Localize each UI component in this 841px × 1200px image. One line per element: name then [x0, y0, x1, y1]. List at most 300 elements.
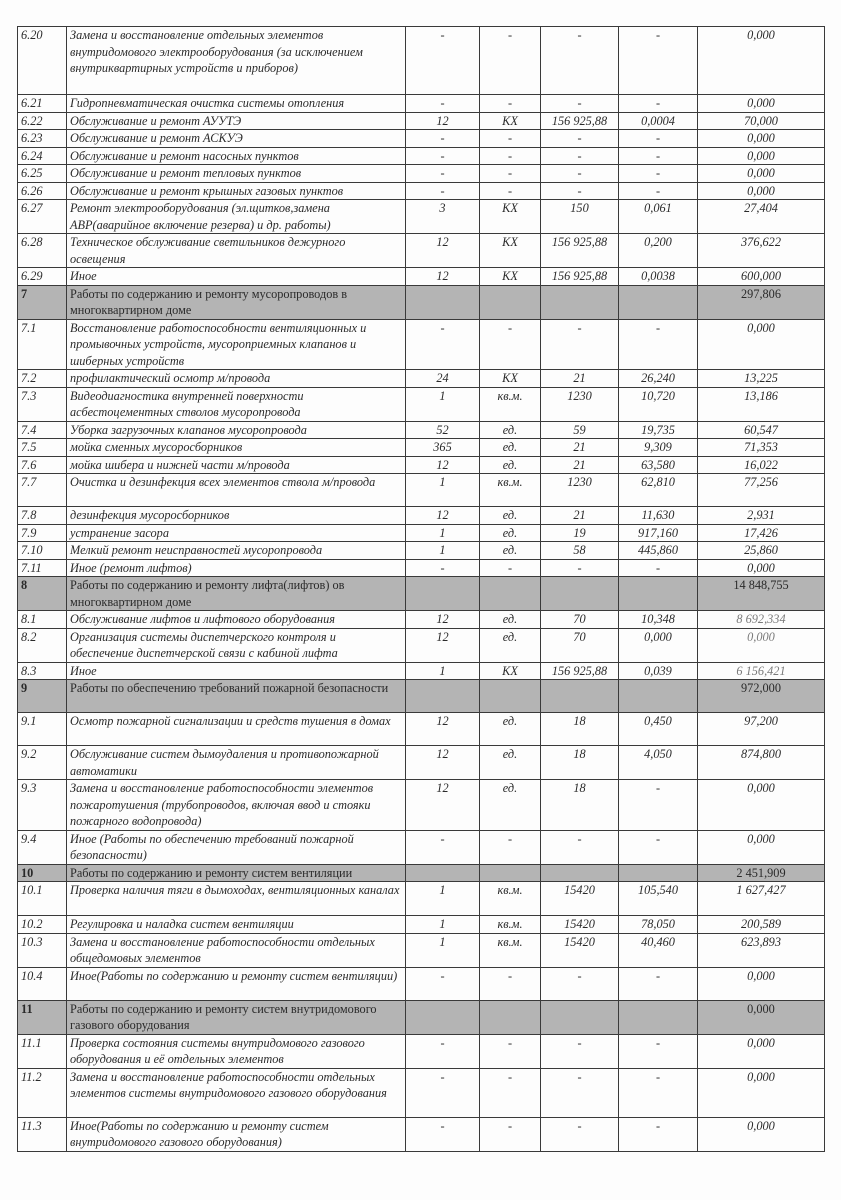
work-name: Иное(Работы по содержанию и ремонту систем вентиляции): [67, 967, 406, 1000]
table-row: [18, 662, 825, 680]
rate-cell: -: [619, 1117, 698, 1151]
work-name: Иное(Работы по содержанию и ремонту систем внутридомового газового оборудования): [67, 1117, 406, 1151]
unit-cell: [480, 680, 541, 713]
unit-cell: -: [480, 27, 541, 95]
periodicity-cell: 1: [406, 882, 480, 916]
table-row: [18, 746, 825, 780]
table-row: [18, 1117, 825, 1151]
total-cell: 200,589: [698, 916, 825, 934]
row-number: 7.5: [18, 439, 67, 457]
quantity-cell: -: [541, 27, 619, 95]
total-cell: 623,893: [698, 933, 825, 967]
works-table: [17, 26, 825, 1152]
row-number: 9.1: [18, 713, 67, 746]
work-name: Работы по содержанию и ремонту систем внутридомового газового оборудования: [67, 1000, 406, 1034]
section-row: [18, 1000, 825, 1034]
table-row: [18, 147, 825, 165]
rate-cell: -: [619, 1034, 698, 1068]
work-name: Работы по содержанию и ремонту мусоропроводов в многоквартирном доме: [67, 285, 406, 319]
quantity-cell: [541, 285, 619, 319]
rate-cell: [619, 680, 698, 713]
unit-cell: ед.: [480, 780, 541, 831]
quantity-cell: 58: [541, 542, 619, 560]
rate-cell: 0,0004: [619, 112, 698, 130]
row-number: 6.22: [18, 112, 67, 130]
row-number: 10.1: [18, 882, 67, 916]
quantity-cell: [541, 680, 619, 713]
work-name: Мелкий ремонт неисправностей мусоропровода: [67, 542, 406, 560]
work-name: Работы по содержанию и ремонту лифта(лифтов) ов многоквартирном доме: [67, 577, 406, 611]
row-number: 6.20: [18, 27, 67, 95]
periodicity-cell: [406, 577, 480, 611]
row-number: 6.27: [18, 200, 67, 234]
rate-cell: -: [619, 165, 698, 183]
unit-cell: -: [480, 830, 541, 864]
row-number: 7.3: [18, 387, 67, 421]
rate-cell: 63,580: [619, 456, 698, 474]
row-number: 9: [18, 680, 67, 713]
rate-cell: [619, 577, 698, 611]
row-number: 8.1: [18, 611, 67, 629]
total-cell: 0,000: [698, 165, 825, 183]
row-number: 6.29: [18, 268, 67, 286]
periodicity-cell: 1: [406, 542, 480, 560]
periodicity-cell: 1: [406, 474, 480, 507]
unit-cell: кв.м.: [480, 933, 541, 967]
row-number: 9.2: [18, 746, 67, 780]
unit-cell: ед.: [480, 746, 541, 780]
unit-cell: ед.: [480, 456, 541, 474]
row-number: 6.21: [18, 95, 67, 113]
total-cell: 0,000: [698, 1117, 825, 1151]
table-row: [18, 319, 825, 370]
unit-cell: КХ: [480, 112, 541, 130]
total-cell: 0,000: [698, 967, 825, 1000]
work-name: Замена и восстановление отдельных элементов внутридомового электрооборудования (за исключением внутриквартирных устройств и приборов): [67, 27, 406, 95]
unit-cell: ед.: [480, 439, 541, 457]
periodicity-cell: 3: [406, 200, 480, 234]
work-name: Обслуживание лифтов и лифтового оборудования: [67, 611, 406, 629]
row-number: 7: [18, 285, 67, 319]
quantity-cell: -: [541, 559, 619, 577]
periodicity-cell: 12: [406, 713, 480, 746]
rate-cell: 11,630: [619, 507, 698, 525]
rate-cell: -: [619, 830, 698, 864]
work-name: Регулировка и наладка систем вентиляции: [67, 916, 406, 934]
quantity-cell: -: [541, 319, 619, 370]
periodicity-cell: -: [406, 559, 480, 577]
unit-cell: -: [480, 1034, 541, 1068]
total-cell: 16,022: [698, 456, 825, 474]
rate-cell: 0,0038: [619, 268, 698, 286]
periodicity-cell: -: [406, 1117, 480, 1151]
total-cell: 6 156,421: [698, 662, 825, 680]
quantity-cell: -: [541, 130, 619, 148]
row-number: 11: [18, 1000, 67, 1034]
periodicity-cell: 12: [406, 268, 480, 286]
periodicity-cell: [406, 864, 480, 882]
row-number: 7.9: [18, 524, 67, 542]
work-name: Иное: [67, 662, 406, 680]
table-row: [18, 1068, 825, 1117]
table-row: [18, 611, 825, 629]
total-cell: 0,000: [698, 319, 825, 370]
rate-cell: 0,200: [619, 234, 698, 268]
periodicity-cell: -: [406, 967, 480, 1000]
quantity-cell: 156 925,88: [541, 234, 619, 268]
table-row: [18, 421, 825, 439]
total-cell: 376,622: [698, 234, 825, 268]
table-row: [18, 268, 825, 286]
quantity-cell: 1230: [541, 474, 619, 507]
row-number: 10.2: [18, 916, 67, 934]
periodicity-cell: -: [406, 1068, 480, 1117]
unit-cell: КХ: [480, 268, 541, 286]
total-cell: 17,426: [698, 524, 825, 542]
table-row: [18, 628, 825, 662]
unit-cell: ед.: [480, 611, 541, 629]
work-name: Обслуживание и ремонт АСКУЭ: [67, 130, 406, 148]
total-cell: 0,000: [698, 147, 825, 165]
total-cell: 0,000: [698, 780, 825, 831]
section-row: [18, 577, 825, 611]
rate-cell: 0,039: [619, 662, 698, 680]
total-cell: 27,404: [698, 200, 825, 234]
rate-cell: -: [619, 780, 698, 831]
rate-cell: -: [619, 130, 698, 148]
work-name: Обслуживание и ремонт крышных газовых пунктов: [67, 182, 406, 200]
quantity-cell: 21: [541, 439, 619, 457]
total-cell: 8 692,334: [698, 611, 825, 629]
rate-cell: 10,720: [619, 387, 698, 421]
quantity-cell: 15420: [541, 933, 619, 967]
unit-cell: -: [480, 559, 541, 577]
total-cell: 0,000: [698, 1000, 825, 1034]
rate-cell: 0,061: [619, 200, 698, 234]
quantity-cell: 156 925,88: [541, 662, 619, 680]
section-row: [18, 285, 825, 319]
work-name: Иное (ремонт лифтов): [67, 559, 406, 577]
unit-cell: ед.: [480, 507, 541, 525]
work-name: устранение засора: [67, 524, 406, 542]
rate-cell: 9,309: [619, 439, 698, 457]
rate-cell: 26,240: [619, 370, 698, 388]
table-row: [18, 559, 825, 577]
quantity-cell: 21: [541, 370, 619, 388]
periodicity-cell: [406, 680, 480, 713]
quantity-cell: 70: [541, 628, 619, 662]
total-cell: 14 848,755: [698, 577, 825, 611]
quantity-cell: 18: [541, 746, 619, 780]
total-cell: 0,000: [698, 130, 825, 148]
quantity-cell: 21: [541, 507, 619, 525]
work-name: Обслуживание систем дымоудаления и противопожарной автоматики: [67, 746, 406, 780]
unit-cell: кв.м.: [480, 882, 541, 916]
periodicity-cell: 1: [406, 916, 480, 934]
periodicity-cell: 1: [406, 662, 480, 680]
unit-cell: -: [480, 95, 541, 113]
work-name: Гидропневматическая очистка системы отопления: [67, 95, 406, 113]
table-row: [18, 933, 825, 967]
rate-cell: -: [619, 559, 698, 577]
work-name: Иное (Работы по обеспечению требований пожарной безопасности): [67, 830, 406, 864]
total-cell: 600,000: [698, 268, 825, 286]
row-number: 8.2: [18, 628, 67, 662]
rate-cell: 4,050: [619, 746, 698, 780]
quantity-cell: -: [541, 967, 619, 1000]
unit-cell: кв.м.: [480, 387, 541, 421]
table-row: [18, 1034, 825, 1068]
quantity-cell: 15420: [541, 916, 619, 934]
total-cell: 25,860: [698, 542, 825, 560]
table-row: [18, 524, 825, 542]
quantity-cell: 18: [541, 780, 619, 831]
row-number: 7.11: [18, 559, 67, 577]
quantity-cell: 19: [541, 524, 619, 542]
rate-cell: 19,735: [619, 421, 698, 439]
total-cell: 874,800: [698, 746, 825, 780]
total-cell: 97,200: [698, 713, 825, 746]
work-name: Проверка состояния системы внутридомового газового оборудования и её отдельных элементов: [67, 1034, 406, 1068]
unit-cell: КХ: [480, 234, 541, 268]
unit-cell: ед.: [480, 421, 541, 439]
row-number: 11.3: [18, 1117, 67, 1151]
row-number: 9.3: [18, 780, 67, 831]
table-row: [18, 27, 825, 95]
unit-cell: -: [480, 1117, 541, 1151]
quantity-cell: -: [541, 182, 619, 200]
row-number: 8: [18, 577, 67, 611]
rate-cell: 10,348: [619, 611, 698, 629]
quantity-cell: -: [541, 95, 619, 113]
quantity-cell: [541, 1000, 619, 1034]
unit-cell: ед.: [480, 713, 541, 746]
row-number: 11.1: [18, 1034, 67, 1068]
total-cell: 0,000: [698, 1034, 825, 1068]
unit-cell: -: [480, 182, 541, 200]
quantity-cell: 15420: [541, 882, 619, 916]
total-cell: 0,000: [698, 559, 825, 577]
quantity-cell: [541, 864, 619, 882]
works-table-body: [18, 27, 825, 1152]
quantity-cell: 150: [541, 200, 619, 234]
work-name: профилактический осмотр м/провода: [67, 370, 406, 388]
rate-cell: -: [619, 182, 698, 200]
table-row: [18, 200, 825, 234]
rate-cell: -: [619, 319, 698, 370]
table-row: [18, 130, 825, 148]
periodicity-cell: [406, 285, 480, 319]
periodicity-cell: -: [406, 27, 480, 95]
periodicity-cell: 12: [406, 112, 480, 130]
quantity-cell: -: [541, 1068, 619, 1117]
unit-cell: кв.м.: [480, 916, 541, 934]
work-name: Видеодиагностика внутренней поверхности асбестоцементных стволов мусоропровода: [67, 387, 406, 421]
quantity-cell: 21: [541, 456, 619, 474]
section-row: [18, 864, 825, 882]
periodicity-cell: 1: [406, 387, 480, 421]
quantity-cell: 70: [541, 611, 619, 629]
quantity-cell: 156 925,88: [541, 268, 619, 286]
work-name: Обслуживание и ремонт насосных пунктов: [67, 147, 406, 165]
work-name: мойка шибера и нижней части м/провода: [67, 456, 406, 474]
total-cell: 13,186: [698, 387, 825, 421]
unit-cell: -: [480, 147, 541, 165]
quantity-cell: [541, 577, 619, 611]
rate-cell: 445,860: [619, 542, 698, 560]
work-name: Техническое обслуживание светильников дежурного освещения: [67, 234, 406, 268]
work-name: Замена и восстановление работоспособности отдельных общедомовых элементов: [67, 933, 406, 967]
unit-cell: [480, 285, 541, 319]
work-name: Замена и восстановление работоспособности элементов пожаротушения (трубопроводов, включая ввод и стояки пожарного водопровода): [67, 780, 406, 831]
total-cell: 972,000: [698, 680, 825, 713]
work-name: мойка сменных мусоросборников: [67, 439, 406, 457]
table-row: [18, 967, 825, 1000]
unit-cell: -: [480, 967, 541, 1000]
periodicity-cell: -: [406, 830, 480, 864]
quantity-cell: 156 925,88: [541, 112, 619, 130]
quantity-cell: -: [541, 830, 619, 864]
rate-cell: [619, 864, 698, 882]
total-cell: 70,000: [698, 112, 825, 130]
periodicity-cell: -: [406, 182, 480, 200]
row-number: 10.4: [18, 967, 67, 1000]
work-name: Ремонт электрооборудования (эл.щитков,замена АВР(аварийное включение резерва) и др. работы): [67, 200, 406, 234]
unit-cell: ед.: [480, 524, 541, 542]
work-name: Замена и восстановление работоспособности отдельных элементов системы внутридомового газового оборудования: [67, 1068, 406, 1117]
unit-cell: КХ: [480, 370, 541, 388]
rate-cell: [619, 1000, 698, 1034]
row-number: 7.6: [18, 456, 67, 474]
work-name: Уборка загрузочных клапанов мусоропровода: [67, 421, 406, 439]
total-cell: 77,256: [698, 474, 825, 507]
table-row: [18, 830, 825, 864]
table-row: [18, 713, 825, 746]
unit-cell: КХ: [480, 662, 541, 680]
total-cell: 0,000: [698, 628, 825, 662]
periodicity-cell: 365: [406, 439, 480, 457]
work-name: дезинфекция мусоросборников: [67, 507, 406, 525]
work-name: Работы по обеспечению требований пожарной безопасности: [67, 680, 406, 713]
periodicity-cell: -: [406, 95, 480, 113]
unit-cell: -: [480, 165, 541, 183]
total-cell: 0,000: [698, 182, 825, 200]
row-number: 6.24: [18, 147, 67, 165]
row-number: 7.4: [18, 421, 67, 439]
periodicity-cell: 1: [406, 933, 480, 967]
rate-cell: 0,450: [619, 713, 698, 746]
periodicity-cell: 1: [406, 524, 480, 542]
rate-cell: 0,000: [619, 628, 698, 662]
table-row: [18, 474, 825, 507]
total-cell: 2 451,909: [698, 864, 825, 882]
rate-cell: -: [619, 1068, 698, 1117]
work-name: Проверка наличия тяги в дымоходах, вентиляционных каналах: [67, 882, 406, 916]
table-row: [18, 916, 825, 934]
unit-cell: ед.: [480, 628, 541, 662]
rate-cell: -: [619, 27, 698, 95]
total-cell: 13,225: [698, 370, 825, 388]
table-row: [18, 95, 825, 113]
table-row: [18, 112, 825, 130]
total-cell: 71,353: [698, 439, 825, 457]
table-row: [18, 507, 825, 525]
unit-cell: -: [480, 1068, 541, 1117]
periodicity-cell: 12: [406, 780, 480, 831]
work-name: Осмотр пожарной сигнализации и средств тушения в домах: [67, 713, 406, 746]
quantity-cell: 59: [541, 421, 619, 439]
row-number: 8.3: [18, 662, 67, 680]
total-cell: 1 627,427: [698, 882, 825, 916]
periodicity-cell: [406, 1000, 480, 1034]
periodicity-cell: -: [406, 147, 480, 165]
periodicity-cell: 12: [406, 611, 480, 629]
periodicity-cell: -: [406, 319, 480, 370]
table-row: [18, 182, 825, 200]
periodicity-cell: -: [406, 165, 480, 183]
rate-cell: -: [619, 147, 698, 165]
row-number: 7.8: [18, 507, 67, 525]
row-number: 10: [18, 864, 67, 882]
periodicity-cell: 12: [406, 746, 480, 780]
rate-cell: 105,540: [619, 882, 698, 916]
work-name: Очистка и дезинфекция всех элементов ствола м/провода: [67, 474, 406, 507]
rate-cell: 40,460: [619, 933, 698, 967]
row-number: 6.25: [18, 165, 67, 183]
quantity-cell: -: [541, 1034, 619, 1068]
quantity-cell: -: [541, 147, 619, 165]
table-row: [18, 780, 825, 831]
quantity-cell: 1230: [541, 387, 619, 421]
row-number: 10.3: [18, 933, 67, 967]
rate-cell: [619, 285, 698, 319]
total-cell: 297,806: [698, 285, 825, 319]
rate-cell: -: [619, 967, 698, 1000]
row-number: 11.2: [18, 1068, 67, 1117]
periodicity-cell: -: [406, 130, 480, 148]
quantity-cell: -: [541, 1117, 619, 1151]
unit-cell: [480, 1000, 541, 1034]
total-cell: 60,547: [698, 421, 825, 439]
work-name: Иное: [67, 268, 406, 286]
row-number: 9.4: [18, 830, 67, 864]
unit-cell: [480, 864, 541, 882]
section-row: [18, 680, 825, 713]
table-row: [18, 165, 825, 183]
table-row: [18, 439, 825, 457]
table-row: [18, 456, 825, 474]
work-name: Восстановление работоспособности вентиляционных и промывочных устройств, мусороприемных клапанов и шиберных устройств: [67, 319, 406, 370]
table-row: [18, 542, 825, 560]
total-cell: 0,000: [698, 95, 825, 113]
table-row: [18, 387, 825, 421]
row-number: 7.2: [18, 370, 67, 388]
periodicity-cell: 12: [406, 456, 480, 474]
row-number: 7.7: [18, 474, 67, 507]
unit-cell: [480, 577, 541, 611]
periodicity-cell: 12: [406, 507, 480, 525]
work-name: Организация системы диспетчерского контроля и обеспечение диспетчерской связи с кабиной лифта: [67, 628, 406, 662]
row-number: 7.1: [18, 319, 67, 370]
row-number: 6.28: [18, 234, 67, 268]
periodicity-cell: 12: [406, 234, 480, 268]
total-cell: 0,000: [698, 830, 825, 864]
total-cell: 2,931: [698, 507, 825, 525]
rate-cell: 78,050: [619, 916, 698, 934]
periodicity-cell: 12: [406, 628, 480, 662]
unit-cell: ед.: [480, 542, 541, 560]
row-number: 6.23: [18, 130, 67, 148]
